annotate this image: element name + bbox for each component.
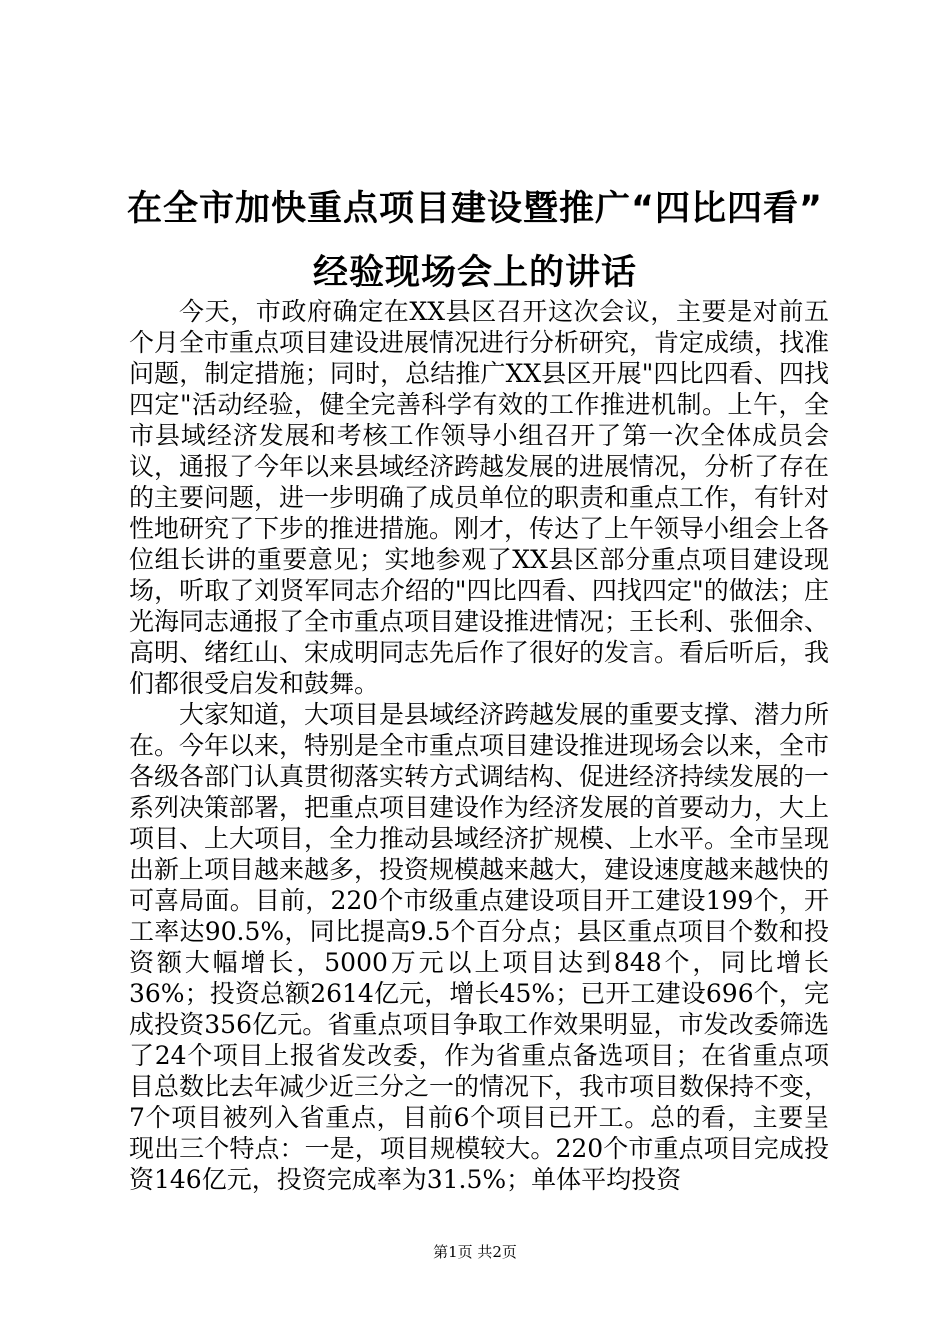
paragraph-2: 大家知道，大项目是县域经济跨越发展的重要支撑、潜力所在。今年以来，特别是全市重点项目建设推进现场会以来，全市各级各部门认真贯彻落实转方式调结构、促进经济持续发展的一系列决策部署，把重点项目建设作为经济发展的首要动力，大上项目、上大项目，全力推动县域经济扩规模、上水平。全市呈现出新上项目越来越多，投资规模越来越大，建设速度越来越快的可喜局面。目前，220个市级重点建设项目开工建设199个，开工率达90.5%，同比提高9.5个百分点；县区重点项目个数和投资额大幅增长，5000万元以上项目达到848个，同比增长36%；投资总额2614亿元，增长45%；已开工建设696个，完成投资356亿元。省重点项目争取工作效果明显，市发改委筛选了24个项目上报省发改委，作为省重点备选项目；在省重点项目总数比去年减少近三分之一的情况下，我市项目数保持不变，7个项目被列入省重点，目前6个项目已开工。总的看，主要呈现出三个特点：一是，项目规模较大。220个市重点项目完成投资146亿元，投资完成率为31.5%；单体平均投资 xyxy=(129,700,830,1194)
document-body xyxy=(129,296,829,1195)
document-title-line-2: 经验现场会上的讲话 xyxy=(312,253,637,293)
document-title-line-1: 在全市加快重点项目建设暨推广“四比四看” xyxy=(126,189,823,229)
paragraph-1: 今天，市政府确定在XX县区召开这次会议，主要是对前五个月全市重点项目建设进展情况进行分析研究，肯定成绩，找准问题，制定措施；同时，总结推广XX县区开展"四比四看、四找四定"活动经验，健全完善科学有效的工作推进机制。上午，全市县域经济发展和考核工作领导小组召开了第一次全体成员会议，通报了今年以来县域经济跨越发展的进展情况，分析了存在的主要问题，进一步明确了成员单位的职责和重点工作，有针对性地研究了下步的推进措施。刚才，传达了上午领导小组会上各位组长讲的重要意见；实地参观了XX县区部分重点项目建设现场，听取了刘贤军同志介绍的"四比四看、四找四定"的做法；庄光海同志通报了全市重点项目建设推进情况；王长利、张佃余、高明、绪红山、宋成明同志先后作了很好的发言。看后听后，我们都很受启发和鼓舞。 xyxy=(129,297,830,698)
page-footer: 第1页 共2页 xyxy=(433,1243,517,1261)
